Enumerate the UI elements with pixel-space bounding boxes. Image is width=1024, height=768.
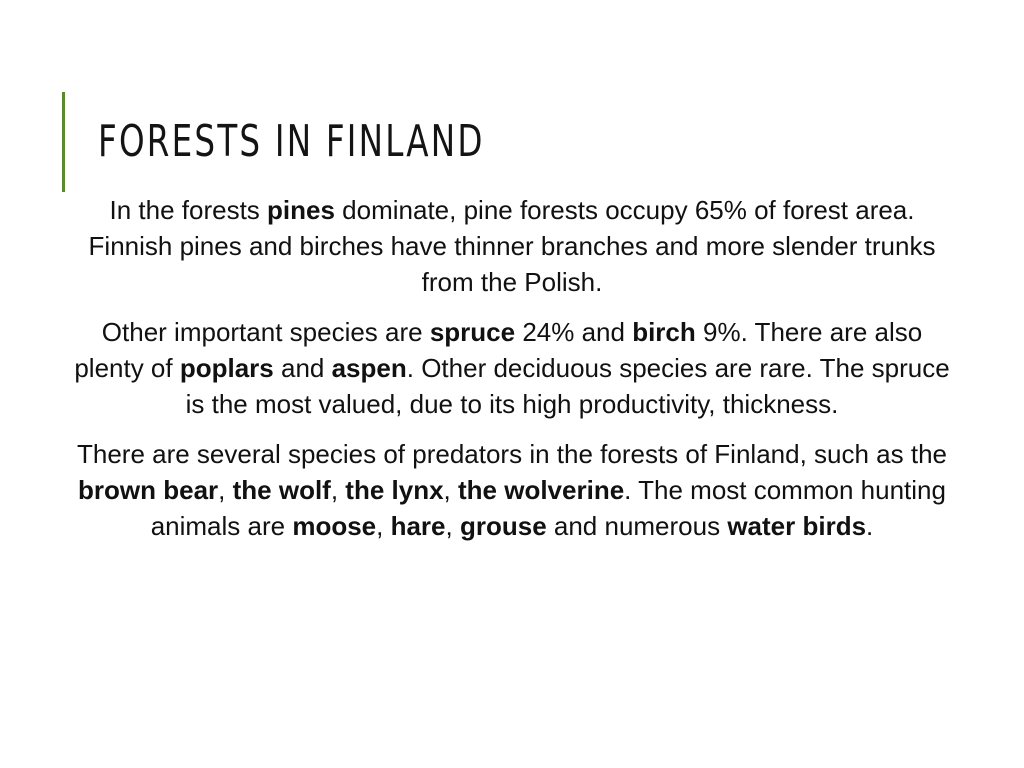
text-run: In the forests — [109, 195, 268, 225]
text-run: dominate, pine forests occupy 65% of forest area. Finnish pines and birches have thinner branches and more slender trunks from the Polish. — [88, 195, 936, 297]
paragraph-predators — [72, 436, 952, 544]
bold-term: poplars — [179, 353, 274, 383]
text-run: Other important species are — [101, 317, 430, 347]
bold-term: spruce — [429, 317, 516, 347]
text-run: , — [445, 511, 460, 541]
text-run: , — [330, 475, 346, 505]
text-run: . — [866, 511, 874, 541]
text-run: , — [218, 475, 233, 505]
paragraph-pines — [72, 192, 952, 300]
bold-term: the wolf — [232, 475, 331, 505]
text-run: and numerous — [546, 511, 728, 541]
text-run: , — [376, 511, 391, 541]
slide-body — [72, 192, 952, 558]
text-run: and — [273, 353, 332, 383]
text-run: 24% and — [515, 317, 633, 347]
bold-term: aspen — [331, 353, 407, 383]
text-run: , — [443, 475, 458, 505]
text-run: . The most common hunting animals are — [150, 475, 946, 541]
bold-term: hare — [390, 511, 446, 541]
bold-term: water birds — [727, 511, 867, 541]
text-run: There are several species of predators in the forests of Finland, such as the — [76, 439, 947, 469]
text-run: 9%. There are also plenty of — [74, 317, 923, 383]
text-run: . Other deciduous species are rare. The spruce is the most valued, due to its high productivity, thickness. — [185, 353, 950, 419]
bold-term: the wolverine — [458, 475, 625, 505]
bold-term: birch — [632, 317, 696, 347]
bold-term: the lynx — [345, 475, 444, 505]
slide-title: FORESTS IN FINLAND — [98, 116, 485, 167]
bold-term: pines — [267, 195, 335, 225]
paragraph-species — [72, 314, 952, 422]
bold-term: brown bear — [78, 475, 219, 505]
title-accent-bar — [62, 92, 65, 192]
bold-term: moose — [292, 511, 377, 541]
bold-term: grouse — [459, 511, 547, 541]
